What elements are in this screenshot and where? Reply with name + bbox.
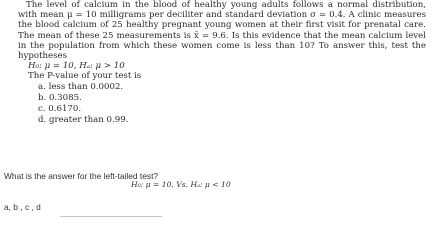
problem-hypotheses: H₀: μ = 10, Hₐ: μ > 10	[28, 61, 125, 72]
option-list	[38, 82, 426, 127]
question-hypotheses: H₀: μ = 10, Vs. Hₐ: μ < 10	[131, 180, 231, 189]
question-text: What is the answer for the left-tailed test?	[4, 171, 159, 181]
problem-paragraph: The level of calcium in the blood of healthy young adults follows a normal distribution, with mean μ = 10 milligrams per deciliter and standard deviation σ = 0.4. A clinic measures the blood calcium of 25 healthy pregnant young women at their first visit for prenatal care. The mean of these 25 measurements is x̄ = 9.6. Is this evidence that the mean calcium level in the population from which these women come is less than 10? To answer this, test the hypotheses	[18, 0, 426, 62]
option-c: c. 0.6170.	[38, 104, 82, 115]
pvalue-prompt: The P-value of your test is	[28, 71, 142, 82]
problem-block	[18, 0, 426, 126]
option-d: d. greater than 0.99.	[38, 115, 129, 126]
answer-input-line[interactable]	[60, 216, 162, 217]
option-b: b. 0.3085.	[38, 92, 82, 103]
answer-choices: a, b , c , d	[4, 202, 41, 212]
option-a: a. less than 0.0002.	[38, 81, 124, 92]
